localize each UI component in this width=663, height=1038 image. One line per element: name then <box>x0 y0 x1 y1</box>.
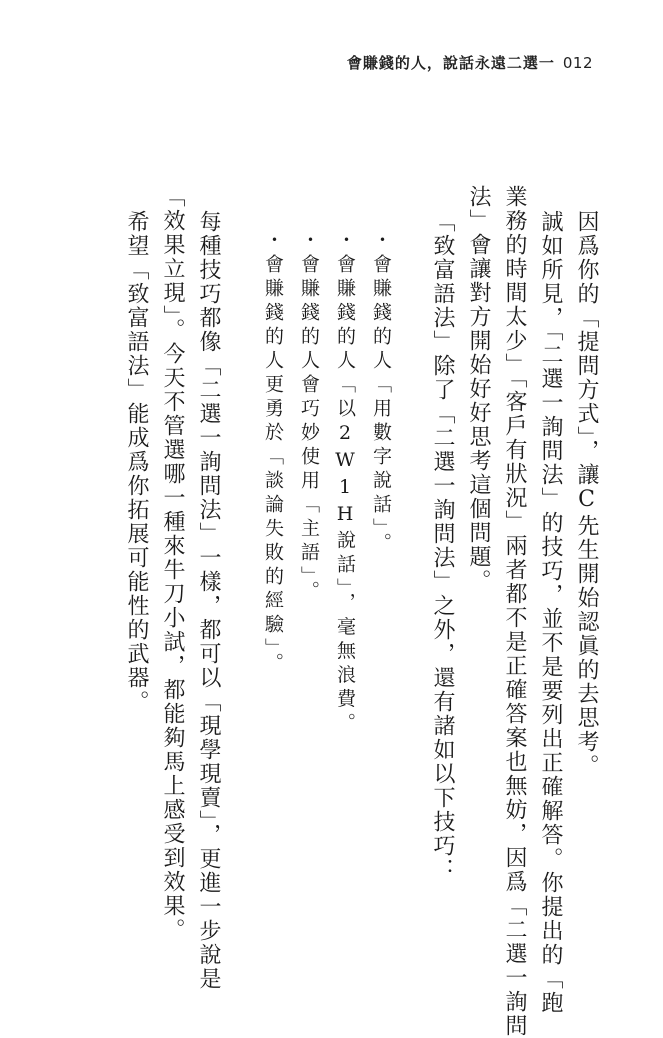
paragraph-line-1: 因爲你的「提問方式」，讓C先生開始認眞的去思考。 <box>574 210 599 778</box>
paragraph-line-6: 每種技巧都像「二選一詢問法」一樣，都可以「現學現賣」，更進一步說是 <box>196 210 221 991</box>
paragraph-line-2: 誠如所見，「二選一詢問法」的技巧，並不是要列出正確解答。你提出的「跑 <box>538 210 563 1015</box>
book-title: 會賺錢的人，說話永遠二選一 <box>346 54 555 72</box>
bullet-item-2: ・會賺錢的人「以2W1H說話」，毫無浪費。 <box>334 230 356 737</box>
bullet-item-4: ・會賺錢的人更勇於「談論失敗的經驗」。 <box>262 230 284 677</box>
paragraph-line-3: 業務的時間太少」「客戶有狀況」兩者都不是正確答案也無妨，因爲「二選一詢問 <box>502 185 527 1038</box>
paragraph-line-7: 「效果立現」。今天不管選哪一種來牛刀小試，都能夠馬上感受到效果。 <box>160 185 185 942</box>
running-header <box>347 52 593 73</box>
bullet-item-3: ・會賺錢的人會巧妙使用「主語」。 <box>298 230 320 605</box>
page-number: 012 <box>562 54 593 72</box>
paragraph-line-5: 「致富語法」除了「二選一詢問法」之外，還有諸如以下技巧： <box>430 210 455 882</box>
paragraph-line-4: 法」會讓對方開始好好思考這個問題。 <box>466 185 491 593</box>
paragraph-line-8: 希望「致富語法」能成爲你拓展可能性的武器。 <box>124 210 149 714</box>
bullet-item-1: ・會賺錢的人「用數字說話」。 <box>370 230 392 557</box>
